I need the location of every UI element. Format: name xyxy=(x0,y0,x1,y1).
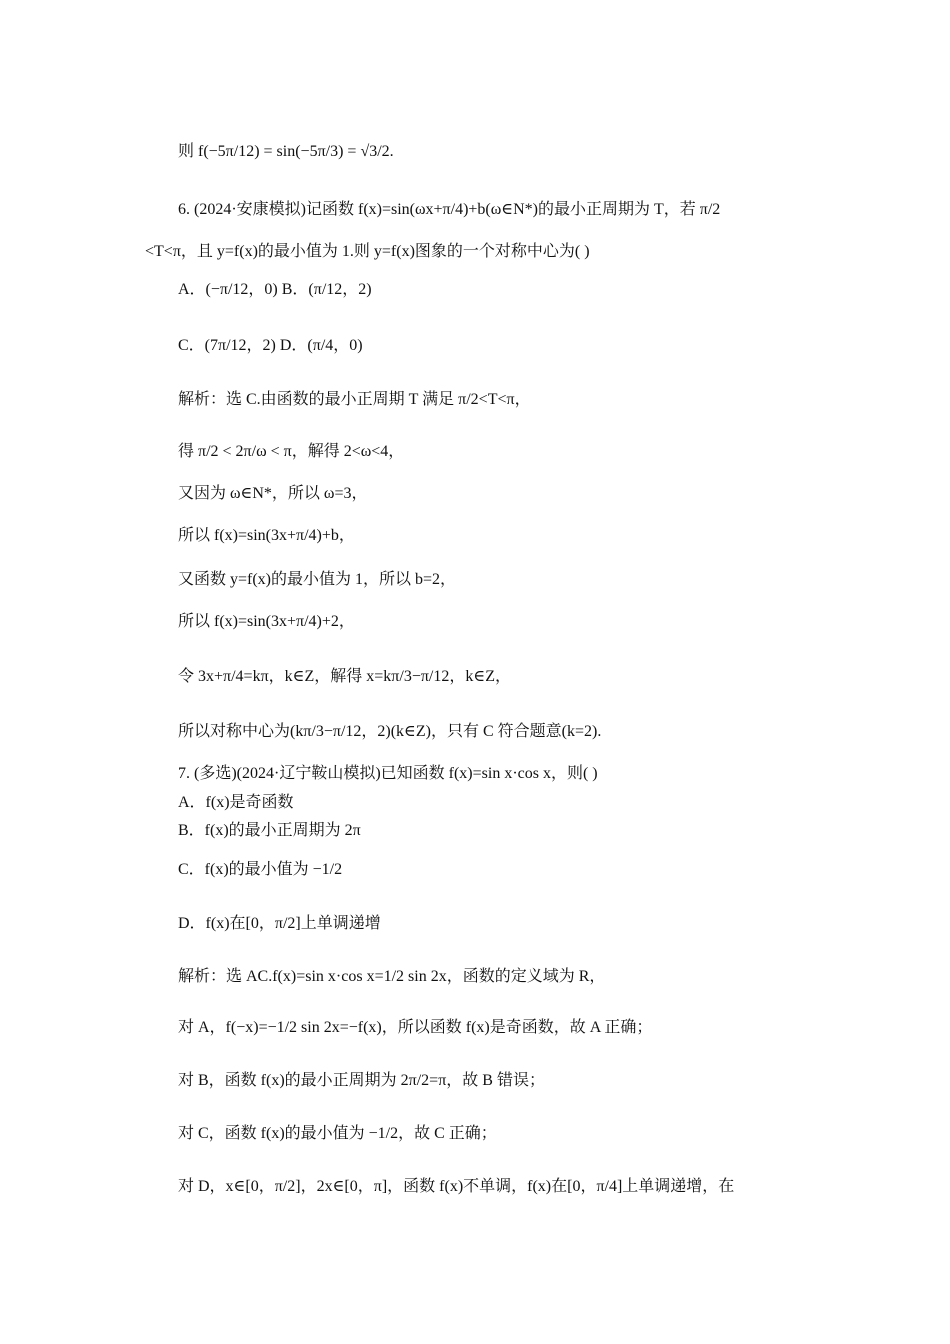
option-d: D．f(x)在[0，π/2]上单调递增 xyxy=(178,915,381,932)
question-6: 6. (2024·安康模拟)记函数 f(x)=sin(ωx+π/4)+b(ω∈N*)的最小正周期为 T，若 π/2 xyxy=(178,201,721,218)
text-line: 对 B，函数 f(x)的最小正周期为 2π/2=π，故 B 错误； xyxy=(178,1072,545,1089)
solution-start: 解析：选 C.由函数的最小正周期 T 满足 π/2<T<π， xyxy=(178,391,531,408)
text-line: 则 f(−5π/12) = sin(−5π/3) = √3/2. xyxy=(178,143,394,160)
text-line: 对 D，x∈[0，π/2]，2x∈[0，π]，函数 f(x)不单调，f(x)在[0，π/4]上单调递增，在 xyxy=(178,1178,735,1195)
question-7: 7. (多选)(2024·辽宁鞍山模拟)已知函数 f(x)=sin x·cos x，则( ) xyxy=(178,765,598,782)
text-line: 所以 f(x)=sin(3x+π/4)+b， xyxy=(178,527,355,544)
option-c: C．f(x)的最小值为 −1/2 xyxy=(178,861,343,878)
solution-start: 解析：选 AC.f(x)=sin x·cos x=1/2 sin 2x，函数的定义域为 R， xyxy=(178,968,606,985)
option-row: C．(7π/12，2) D．(π/4，0) xyxy=(178,337,363,354)
text-line: 令 3x+π/4=kπ，k∈Z，解得 x=kπ/3−π/12，k∈Z， xyxy=(178,668,511,685)
text-line: <T<π，且 y=f(x)的最小值为 1.则 y=f(x)图象的一个对称中心为( ) xyxy=(145,243,590,260)
text-line: 又因为 ω∈N*，所以 ω=3， xyxy=(178,485,368,502)
option-row: A．(−π/12，0) B．(π/12，2) xyxy=(178,281,372,298)
option-a: A．f(x)是奇函数 xyxy=(178,794,294,811)
option-b: B．f(x)的最小正周期为 2π xyxy=(178,822,361,839)
text-line: 又函数 y=f(x)的最小值为 1，所以 b=2， xyxy=(178,571,457,588)
text-line: 所以对称中心为(kπ/3−π/12，2)(k∈Z)，只有 C 符合题意(k=2). xyxy=(178,723,602,740)
text-line: 对 A，f(−x)=−1/2 sin 2x=−f(x)，所以函数 f(x)是奇函数，故 A 正确； xyxy=(178,1019,653,1036)
text-line: 所以 f(x)=sin(3x+π/4)+2， xyxy=(178,613,355,630)
text-line: 对 C，函数 f(x)的最小值为 −1/2，故 C 正确； xyxy=(178,1125,497,1142)
text-line: 得 π/2 < 2π/ω < π，解得 2<ω<4， xyxy=(178,443,405,460)
